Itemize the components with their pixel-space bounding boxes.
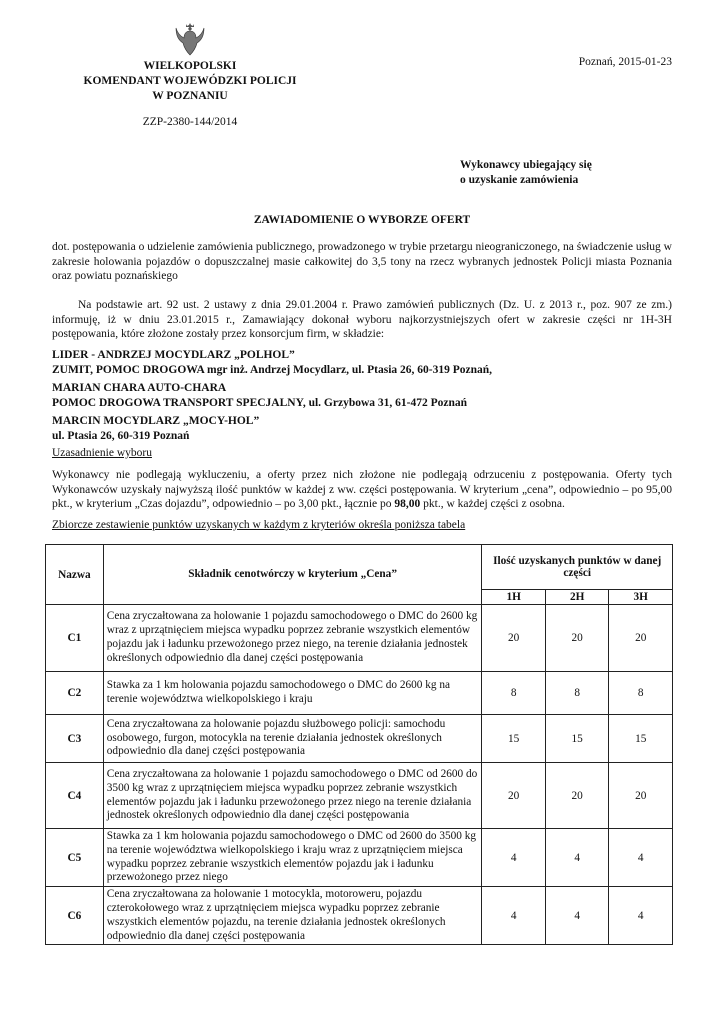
table-heading: Zbiorcze zestawienie punktów uzyskanych w każdym z kryteriów określa poniższa tabela — [52, 519, 466, 531]
row-description: Cena zryczałtowana za holowanie 1 pojazdu samochodowego o DMC do 2600 kg wraz z uprzątnięciem miejsca wypadku poprzez zebranie wszystkich elementów pojazdu jak i ładunku przewożonego przez niego, na terenie działania jednostek określonych odpowiednio dla danej części postępowania — [103, 605, 482, 672]
row-description: Stawka za 1 km holowania pojazdu samochodowego o DMC od 2600 do 3500 kg na terenie województwa wielkopolskiego i kraju wraz z uprzątnięciem miejsca wypadku poprzez zebranie wszystkich elementów pojazdu jak i ładunku przewożonego przez niego — [103, 829, 482, 887]
justification-heading: Uzasadnienie wyboru — [52, 447, 152, 459]
scores-table — [45, 544, 673, 945]
document-title: ZAWIADOMIENIE O WYBORZE OFERT — [253, 214, 471, 226]
firm-address: ZUMIT, POMOC DROGOWA mgr inż. Andrzej Mocydlarz, ul. Ptasia 26, 60-319 Poznań, — [52, 363, 493, 376]
row-points-1h: 4 — [482, 829, 546, 887]
row-points-3h: 15 — [609, 715, 673, 763]
reference-number: ZZP-2380-144/2014 — [142, 116, 238, 128]
table-row — [46, 763, 673, 829]
addressee-line-1: Wykonawcy ubiegający się — [460, 159, 592, 171]
row-points-3h: 20 — [609, 763, 673, 829]
header-part-1h: 1H — [482, 590, 546, 605]
row-points-2h: 4 — [545, 829, 609, 887]
row-points-1h: 15 — [482, 715, 546, 763]
firm-entry — [52, 348, 672, 377]
header-name: Nazwa — [46, 545, 104, 605]
row-points-2h: 15 — [545, 715, 609, 763]
row-description: Cena zryczałtowana za holowanie pojazdu służbowego policji: samochodu osobowego, furgon, motocykla na terenie działania jednostek określonych odpowiednio dla danej części postępowania — [103, 715, 482, 763]
addressee-block — [460, 158, 592, 188]
firm-entry — [52, 414, 672, 443]
row-description: Cena zryczałtowana za holowanie 1 pojazdu samochodowego o DMC od 2600 do 3500 kg wraz z uprzątnięciem miejsca wypadku poprzez zebranie wszystkich elementów pojazdu jak i ładunku przewożonego przez niego na terenie działania jednostek określonych odpowiednio dla danej części postępowania — [103, 763, 482, 829]
row-points-3h: 20 — [609, 605, 673, 672]
firm-name: LIDER - ANDRZEJ MOCYDLARZ „POLHOL” — [52, 349, 295, 361]
issuer-block — [70, 59, 310, 104]
justification-text-part1: Wykonawcy nie podlegają wykluczeniu, a oferty przez nich złożone nie podlegają odrzuceniu z postępowania. Oferty tych Wykonawców uzyskały najwyższą ilość punktów w każdej z ww. części postępowania. W kryterium „cena”, odpowiednio – po 95,00 pkt., w kryterium „Czas dojazdu”, odpowiednio – po 3,00 pkt., łącznie po — [52, 469, 672, 511]
row-name: C2 — [46, 672, 104, 715]
row-name: C4 — [46, 763, 104, 829]
table-header-row — [46, 545, 673, 590]
table-row — [46, 829, 673, 887]
row-points-2h: 8 — [545, 672, 609, 715]
firm-name: MARIAN CHARA AUTO-CHARA — [52, 382, 227, 394]
row-description: Cena zryczałtowana za holowanie 1 motocykla, motoroweru, pojazdu czterokołowego wraz z uprzątnięciem miejsca wypadku poprzez zebranie wszystkich elementów pojazdu, na terenie działania jednostek określonych odpowiednio dla danej części postępowania — [103, 887, 482, 945]
header-part-3h: 3H — [609, 590, 673, 605]
firm-entry — [52, 381, 672, 410]
row-points-2h: 4 — [545, 887, 609, 945]
addressee-line-2: o uzyskanie zamówienia — [460, 174, 579, 186]
row-points-2h: 20 — [545, 605, 609, 672]
eagle-emblem-icon — [174, 22, 206, 58]
issuer-line-1: WIELKOPOLSKI — [143, 60, 237, 72]
row-description: Stawka za 1 km holowania pojazdu samochodowego o DMC do 2600 kg na terenie województwa wielkopolskiego i kraju — [103, 672, 482, 715]
table-row — [46, 672, 673, 715]
issuer-line-3: W POZNANIU — [152, 90, 228, 102]
row-name: C6 — [46, 887, 104, 945]
row-name: C5 — [46, 829, 104, 887]
document-date: Poznań, 2015-01-23 — [578, 56, 672, 68]
row-name: C1 — [46, 605, 104, 672]
total-points-value: 98,00 — [394, 498, 421, 511]
subject-paragraph: dot. postępowania o udzielenie zamówienia publicznego, prowadzonego w trybie przetargu nieograniczonego, na świadczenie usług w zakresie holowania pojazdów o dopuszczalnej masie całkowitej do 3,5 tony na rzecz wybranych jednostek Policji miasta Poznania oraz powiatu poznańskiego — [52, 241, 672, 283]
row-name: C3 — [46, 715, 104, 763]
row-points-3h: 8 — [609, 672, 673, 715]
firm-address: POMOC DROGOWA TRANSPORT SPECJALNY, ul. Grzybowa 31, 61-472 Poznań — [52, 396, 468, 409]
justification-paragraph — [52, 468, 672, 512]
issuer-line-2: KOMENDANT WOJEWÓDZKI POLICJI — [83, 75, 297, 87]
row-points-3h: 4 — [609, 829, 673, 887]
row-points-1h: 20 — [482, 763, 546, 829]
firm-address: ul. Ptasia 26, 60-319 Poznań — [52, 429, 190, 442]
justification-text-part2: pkt., w każdej części z osobna. — [420, 498, 565, 511]
decision-paragraph: Na podstawie art. 92 ust. 2 ustawy z dnia 29.01.2004 r. Prawo zamówień publicznych (Dz. U. z 2013 r., poz. 907 ze zm.) informuję, iż w dniu 23.01.2015 r., Zamawiający dokonał wyboru najkorzystniejszych ofert w zakresie części nr 1H-3H postępowania, które złożone zostały przez konsorcjum firm, w składzie: — [52, 299, 672, 341]
table-row — [46, 715, 673, 763]
table-row — [46, 605, 673, 672]
firm-name: MARCIN MOCYDLARZ „MOCY-HOL” — [52, 415, 260, 427]
table-row — [46, 887, 673, 945]
row-points-1h: 8 — [482, 672, 546, 715]
row-points-1h: 20 — [482, 605, 546, 672]
header-part-2h: 2H — [545, 590, 609, 605]
header-points: Ilość uzyskanych punktów w danej części — [482, 545, 673, 590]
row-points-1h: 4 — [482, 887, 546, 945]
row-points-2h: 20 — [545, 763, 609, 829]
header-component: Składnik cenotwórczy w kryterium „Cena” — [103, 545, 482, 605]
row-points-3h: 4 — [609, 887, 673, 945]
